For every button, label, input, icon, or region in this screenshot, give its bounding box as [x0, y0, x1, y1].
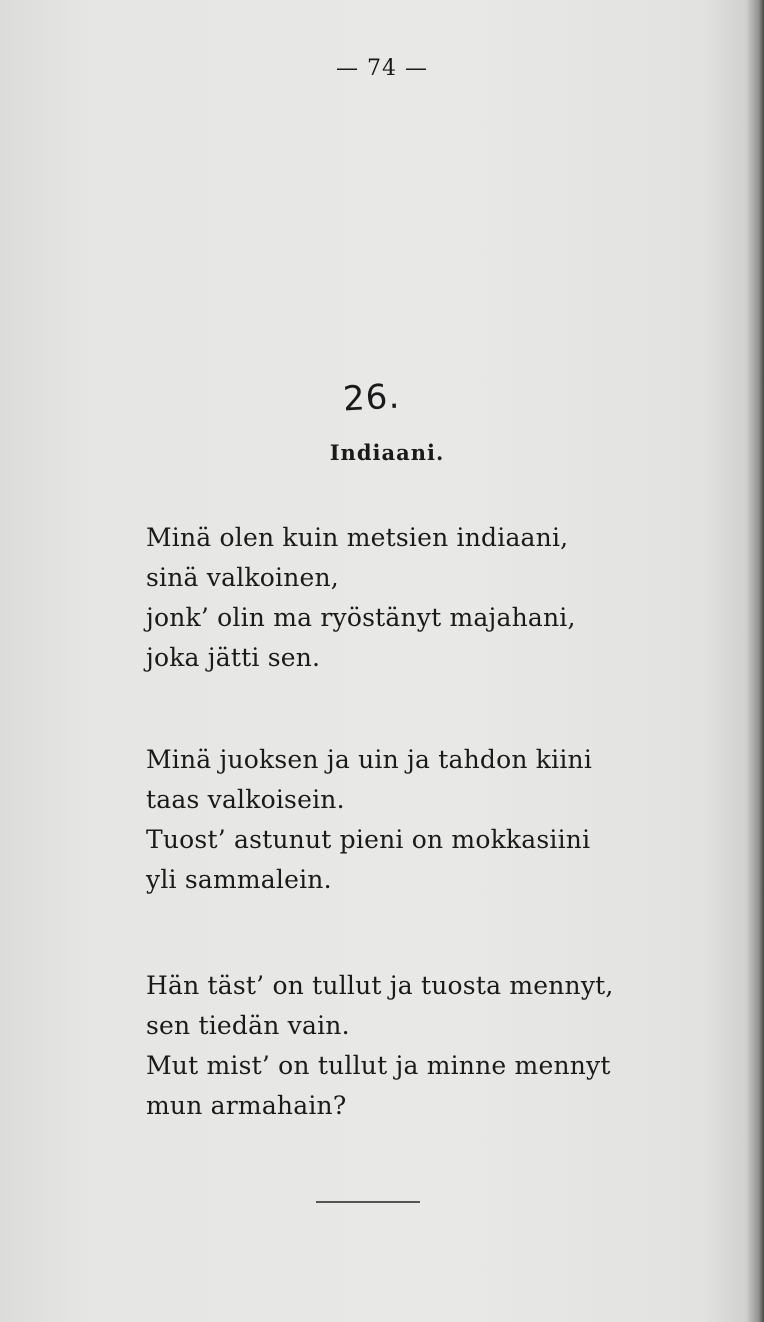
poem-line: yli sammalein.	[146, 865, 332, 894]
stanza-1	[146, 518, 576, 678]
stanza-3	[146, 966, 614, 1126]
poem-line: jonk’ olin ma ryöstänyt majahani,	[146, 603, 576, 632]
poem-line: mun armahain?	[146, 1091, 347, 1120]
page-edge-shadow	[746, 0, 764, 1322]
poem-line: Mut mist’ on tullut ja minne mennyt	[146, 1051, 611, 1080]
poem-number: 26.	[341, 376, 402, 420]
end-rule	[316, 1201, 420, 1203]
page-number: — 74 —	[336, 56, 428, 81]
poem-line: Minä olen kuin metsien indiaani,	[146, 523, 569, 552]
poem-line: sinä valkoinen,	[146, 563, 339, 592]
poem-line: Minä juoksen ja uin ja tahdon kiini	[146, 745, 593, 774]
poem-line: sen tiedän vain.	[146, 1011, 350, 1040]
poem-line: Tuost’ astunut pieni on mokkasiini	[146, 825, 591, 854]
poem-line: Hän täst’ on tullut ja tuosta mennyt,	[146, 971, 614, 1000]
poem-line: joka jätti sen.	[146, 643, 321, 672]
stanza-2	[146, 740, 592, 900]
poem-line: taas valkoisein.	[146, 785, 345, 814]
poem-title: Indiaani.	[329, 440, 445, 465]
